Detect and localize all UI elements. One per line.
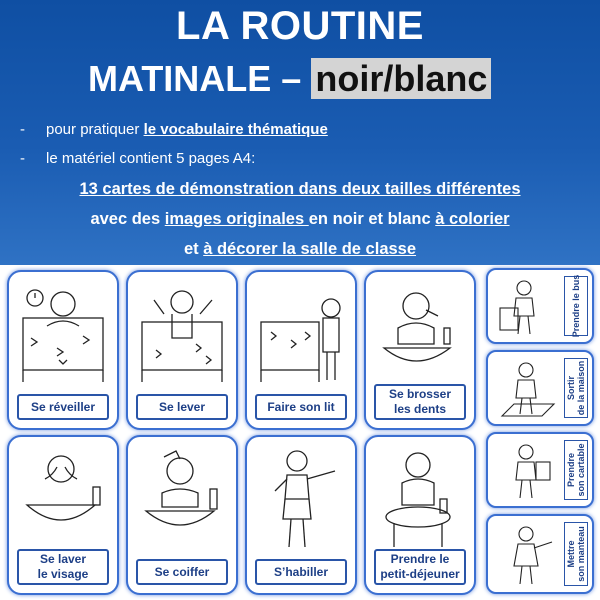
card-se-laver-le-visage — [7, 435, 119, 595]
card-label: Faire son lit — [255, 394, 347, 420]
line-5-link: à décorer la salle de classe — [203, 240, 417, 258]
side-card-label: Prendre son cartable — [564, 440, 588, 500]
side-card-prendre-le-bus — [486, 268, 594, 344]
make-bed-illustration — [255, 278, 347, 388]
bus-illustration — [494, 276, 566, 338]
card-label: Se brosser les dents — [374, 384, 466, 420]
card-se-lever — [126, 270, 238, 430]
line-3 — [0, 180, 600, 199]
card-label: Se réveiller — [17, 394, 109, 420]
card-label: Se laver le visage — [17, 549, 109, 585]
schoolbag-illustration — [494, 440, 566, 502]
bullet-2-text: le matériel contient 5 pages A4: — [46, 150, 256, 167]
card-se-reveiller — [7, 270, 119, 430]
card-se-brosser-les-dents — [364, 270, 476, 430]
wake-up-illustration — [17, 278, 109, 388]
card-label: S’habiller — [255, 559, 347, 585]
get-up-illustration — [136, 278, 228, 388]
line-4 — [0, 210, 600, 229]
title-prefix: MATINALE – — [88, 58, 312, 99]
card-prendre-le-petit-dejeuner — [364, 435, 476, 595]
get-dressed-illustration — [255, 443, 347, 553]
line-5-a: et — [183, 240, 204, 258]
line-4-b: en noir et blanc — [308, 210, 436, 228]
brush-teeth-illustration — [374, 278, 466, 388]
header-banner — [0, 0, 600, 265]
bullet-2: - le matériel contient 5 pages A4: — [20, 150, 256, 167]
line-4-link-1: images originales — [164, 210, 309, 228]
side-card-prendre-son-cartable — [486, 432, 594, 508]
side-card-label: Prendre le bus — [564, 276, 588, 336]
line-4-a: avec des — [90, 210, 165, 228]
line-4-link-2: à colorier — [435, 210, 510, 228]
card-label: Prendre le petit-déjeuner — [374, 549, 466, 585]
side-card-mettre-son-manteau — [486, 514, 594, 594]
line-3-text: 13 cartes de démonstration dans deux tailles différentes — [79, 180, 521, 198]
comb-hair-illustration — [136, 443, 228, 553]
card-label: Se lever — [136, 394, 228, 420]
side-card-sortir-de-la-maison — [486, 350, 594, 426]
line-5 — [0, 240, 600, 259]
title-highlight: noir/blanc — [311, 58, 491, 99]
bullet-1-text: pour pratiquer — [46, 121, 144, 138]
card-faire-son-lit — [245, 270, 357, 430]
title-line-2 — [88, 58, 491, 100]
bullet-1: - pour pratiquer le vocabulaire thématique — [20, 121, 328, 138]
card-se-coiffer — [126, 435, 238, 595]
breakfast-illustration — [374, 443, 466, 553]
bullet-1-link: le vocabulaire thématique — [143, 121, 328, 138]
side-card-label: Mettre son manteau — [564, 522, 588, 586]
side-card-label: Sortir de la maison — [564, 358, 588, 418]
card-s-habiller — [245, 435, 357, 595]
leave-house-illustration — [494, 358, 566, 420]
card-label: Se coiffer — [136, 559, 228, 585]
title-line-1: LA ROUTINE — [176, 4, 424, 48]
wash-face-illustration — [17, 443, 109, 553]
coat-illustration — [494, 522, 566, 588]
